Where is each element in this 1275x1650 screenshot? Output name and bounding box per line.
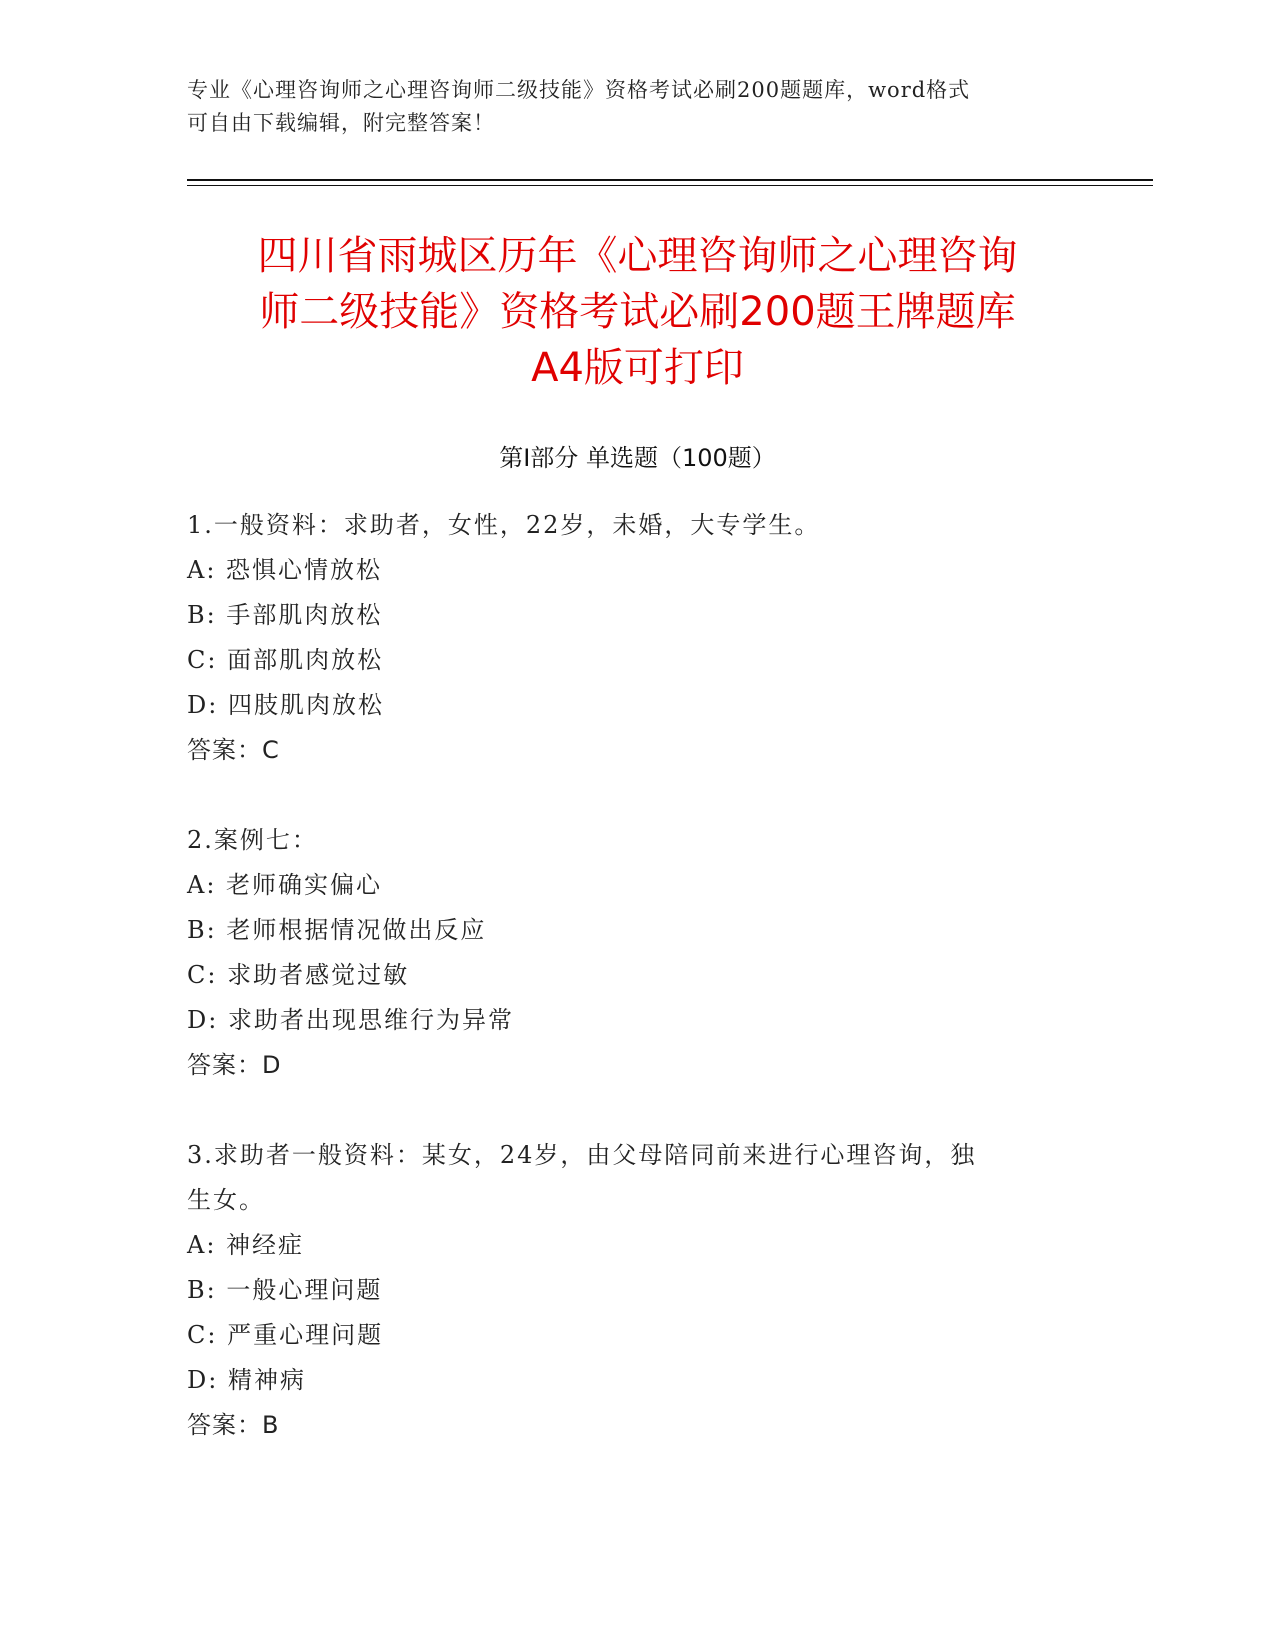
- option-a: A: 老师确实偏心: [187, 871, 383, 899]
- header-note: [187, 74, 1087, 140]
- option-c: C: 严重心理问题: [187, 1321, 384, 1349]
- header-divider-thick: [187, 179, 1153, 181]
- question-stem: 1.一般资料：求助者，女性，22岁，未婚，大专学生。: [187, 511, 821, 539]
- option-a: A: 神经症: [187, 1231, 305, 1259]
- option-c: C: 求助者感觉过敏: [187, 961, 410, 989]
- question-stem-continuation: 生女。: [187, 1186, 265, 1214]
- option-d: D: 求助者出现思维行为异常: [187, 1006, 514, 1034]
- option-b: B: 一般心理问题: [187, 1276, 383, 1304]
- option-d: D: 四肢肌肉放松: [187, 691, 384, 719]
- option-b: B: 手部肌肉放松: [187, 601, 383, 629]
- document-title: [160, 228, 1115, 396]
- question-stem: 2.案例七：: [187, 826, 318, 854]
- header-line-1: 专业《心理咨询师之心理咨询师二级技能》资格考试必刷200题题库，word格式: [187, 78, 971, 102]
- option-b: B: 老师根据情况做出反应: [187, 916, 487, 944]
- title-line-2: 师二级技能》资格考试必刷200题王牌题库: [259, 289, 1016, 335]
- answer: 答案：C: [187, 736, 280, 764]
- answer: 答案：B: [187, 1411, 280, 1439]
- question-2: [187, 818, 1087, 1088]
- answer: 答案：D: [187, 1051, 282, 1079]
- option-a: A: 恐惧心情放松: [187, 556, 383, 584]
- header-line-2: 可自由下载编辑，附完整答案！: [187, 111, 495, 135]
- question-stem: 3.求助者一般资料：某女，24岁，由父母陪同前来进行心理咨询，独: [187, 1141, 977, 1169]
- option-d: D: 精神病: [187, 1366, 306, 1394]
- question-1: [187, 503, 1087, 773]
- title-line-3: A4版可打印: [531, 345, 744, 391]
- section-heading: 第Ⅰ部分 单选题（100题）: [499, 444, 776, 472]
- option-c: C: 面部肌肉放松: [187, 646, 384, 674]
- title-line-1: 四川省雨城区历年《心理咨询师之心理咨询: [257, 233, 1018, 279]
- header-divider-thin: [187, 185, 1153, 186]
- question-3: [187, 1133, 1087, 1448]
